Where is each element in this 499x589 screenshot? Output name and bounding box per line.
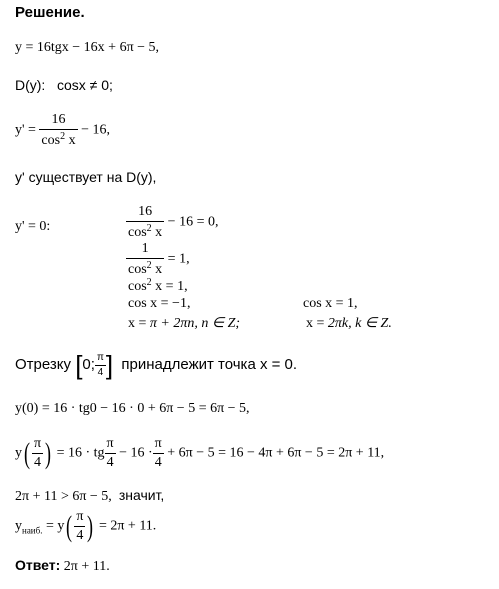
domain-line [15,78,113,92]
y-pi4-line: y( $\frac{\pi}{4}$ ) = 16 · tg $\frac{\pi}{4}$ − 16 · $\frac{\pi}{4}$ + 6π − 5 = 16 − 4π + 6π − 5 = 2π + 11, [15,436,385,470]
answer-value: 2π + 11. [63,559,110,574]
eq2-tail: = 1, [167,251,190,267]
fraction-numerator: 16 [51,112,66,127]
ymax-line: $y_{наиб.} = y$( $\frac{\pi}{4}$ ) = 2π + 11. [15,509,157,543]
equation-1 [126,205,218,240]
fraction-denominator: $\cos^2 x$ [41,131,76,148]
equation-2 [126,242,190,277]
equation-5-left: x = π + 2πn, n ∈ Z; [128,316,241,331]
zero-lhs: y' = 0: [15,219,51,234]
eq2-fraction: $\frac{1}{\cos^2 x}$ [128,241,163,277]
function-line: y = 16tgx − 16x + 6π − 5, [15,40,160,55]
equation-4-right: cos x = 1, [303,296,358,311]
exists-line: y' существует на D(y), [15,169,157,185]
equation-4-left: cos x = −1, [128,296,191,311]
compare-line: 2π + 11 > 6π − 5, значит, [15,487,165,504]
segment-fraction: $\frac{\pi}{4}$ [96,351,104,378]
segment-pre: Отрезку [15,355,72,373]
equation-5-right: x = 2πk, k ∈ Z. [306,316,392,331]
derivative-tail: − 16, [81,122,110,138]
domain-condition: cosx ≠ 0; [57,77,113,93]
derivative-lhs: y' = [15,122,36,138]
segment-post: принадлежит точка x = 0. [121,355,298,373]
answer-label: Ответ: [15,557,61,573]
equation-3: $\cos^2 x = 1$, [128,277,188,294]
solution-title: Решение. [15,4,85,21]
eq1-tail: − 16 = 0, [167,214,219,230]
derivative-fraction [39,113,77,148]
eq1-fraction: $\frac{16}{\cos^2 x}$ [128,204,163,240]
y0-line: y(0) = 16 · tg0 − 16 · 0 + 6π − 5 = 6π − 5, [15,401,250,416]
segment-line: Отрезку [0; $\frac{\pi}{4}$ ] принадлежит точка x = 0. [15,350,298,380]
answer-line [15,558,110,574]
domain-label: D(y): [15,77,46,93]
derivative-line [15,113,110,148]
